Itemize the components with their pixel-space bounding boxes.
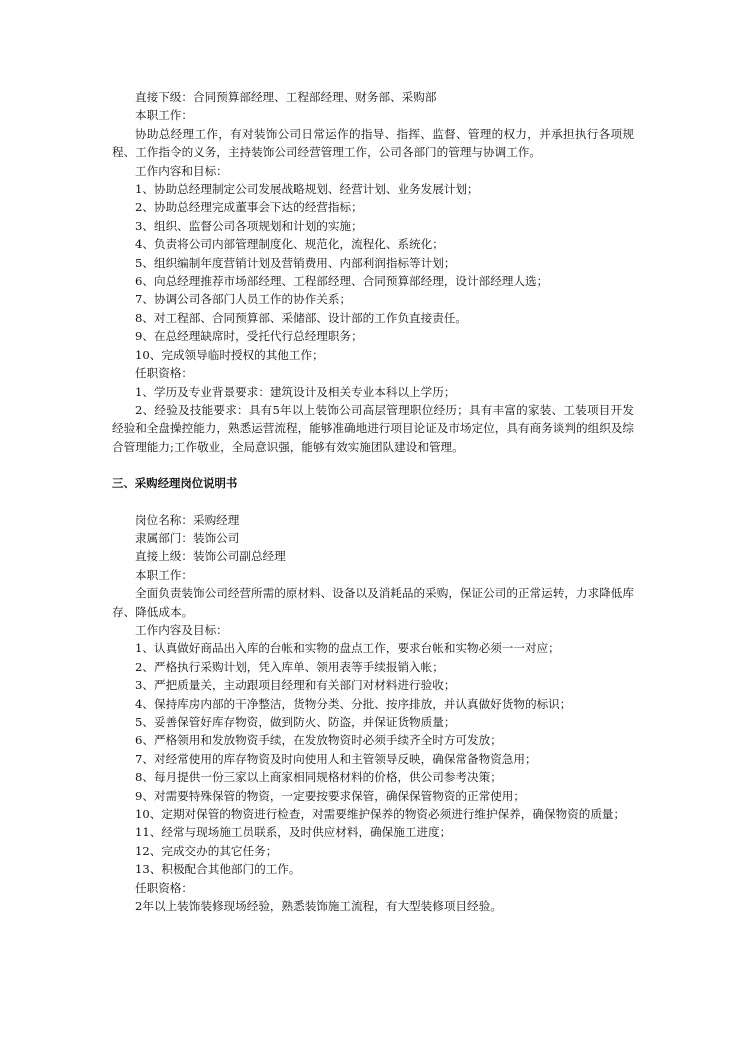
- task-item: 8、对工程部、合同预算部、采储部、设计部的工作负直接责任。: [135, 310, 468, 325]
- tasks-label: 工作内容及目标：: [135, 622, 228, 637]
- subordinates-line: 直接下级：合同预算部经理、工程部经理、财务部、采购部: [135, 90, 437, 104]
- task-item: 5、组织编制年度营销计划及营销费用、内部利润指标等计划；: [135, 255, 456, 270]
- task-item: 9、在总经理缺席时，受托代行总经理职务；: [135, 329, 363, 344]
- task-item: 4、保持库房内部的干净整洁，货物分类、分批、按序排放，并认真做好货物的标识；: [135, 696, 572, 711]
- task-item: 9、对需要特殊保管的物资，一定要按要求保管，确保保管物资的正常使用；: [135, 788, 525, 803]
- task-item: 10、完成领导临时授权的其他工作；: [135, 347, 324, 362]
- duty-paragraph: 全面负责装饰公司经营所需的原材料、设备以及消耗品的采购，保证公司的正常运转，力求降低库存、降低成本。: [112, 586, 634, 619]
- task-item: 12、完成交办的其它任务；: [135, 843, 278, 858]
- task-item: 5、妥善保管好库存物资，做到防火、防盗，并保证货物质量；: [135, 715, 456, 729]
- task-item: 11、经常与现场施工员联系，及时供应材料，确保施工进度；: [135, 825, 452, 840]
- task-item: 6、向总经理推荐市场部经理、工程部经理、合同预算部经理，设计部经理人选；: [135, 274, 549, 289]
- duty-paragraph: 协助总经理工作，有对装饰公司日常运作的指导、指挥、监督、管理的权力，并承担执行各项规程、工作指令的义务，主持装饰公司经营管理工作，公司各部门的管理与协调工作。: [112, 126, 634, 160]
- document-content: [112, 88, 634, 915]
- qualification-label: 任职资格：: [135, 880, 193, 895]
- qualification-label: 任职资格：: [135, 366, 193, 381]
- task-item: 1、认真做好商品出入库的台帐和实物的盘点工作，要求台帐和实物必须一一对应；: [135, 641, 560, 656]
- task-item: 3、严把质量关，主动跟项目经理和有关部门对材料进行验收；: [135, 678, 456, 693]
- task-item: 2、协助总经理完成董事会下达的经营指标；: [135, 200, 363, 215]
- department-line: 隶属部门：装饰公司: [135, 530, 240, 545]
- task-item: 1、协助总经理制定公司发展战略规划、经营计划、业务发展计划；: [135, 182, 479, 197]
- task-item: 13、积极配合其他部门的工作。: [135, 862, 301, 877]
- task-item: 7、对经常使用的库存物资及时向使用人和主管领导反映，确保常备物资急用；: [135, 751, 537, 766]
- duty-label: 本职工作：: [135, 108, 193, 123]
- qualification-item: 2年以上装饰装修现场经验，熟悉装饰施工流程，有大型装修项目经验。: [135, 899, 502, 914]
- tasks-label: 工作内容和目标：: [135, 163, 228, 178]
- task-item: 3、组织、监督公司各项规划和计划的实施；: [135, 218, 363, 233]
- task-item: 8、每月提供一份三家以上商家相同规格材料的价格，供公司参考决策；: [135, 770, 502, 785]
- task-item: 7、协调公司各部门人员工作的协作关系；: [135, 292, 352, 307]
- task-item: 2、严格执行采购计划，凭入库单、领用表等手续报销入帐；: [135, 659, 444, 674]
- position-name: 岗位名称：采购经理: [135, 512, 240, 527]
- task-item: 6、严格领用和发放物资手续，在发放物资时必须手续齐全时方可发放；: [135, 733, 502, 748]
- qualification-paragraph: 2、经验及技能要求：具有5年以上装饰公司高层管理职位经历；具有丰富的家装、工装项目开发经验和全盘操控能力，熟悉运营流程，能够准确地进行项目论证及市场定位，具有商务谈判的组织及综合管理能力;工作敬业，全局意识强，能够有效实施团队建设和管理。: [112, 402, 634, 454]
- qualification-item: 1、学历及专业背景要求：建筑设计及相关专业本科以上学历；: [135, 384, 456, 399]
- duty-label: 本职工作：: [135, 567, 193, 582]
- section-heading: 三、采购经理岗位说明书: [112, 476, 238, 491]
- superior-line: 直接上级：装饰公司副总经理: [135, 549, 286, 564]
- task-item: 10、定期对保管的物资进行检查，对需要维护保养的物资必须进行维护保养，确保物资的质量；: [135, 807, 626, 822]
- task-item: 4、负责将公司内部管理制度化、规范化，流程化、系统化；: [135, 237, 444, 252]
